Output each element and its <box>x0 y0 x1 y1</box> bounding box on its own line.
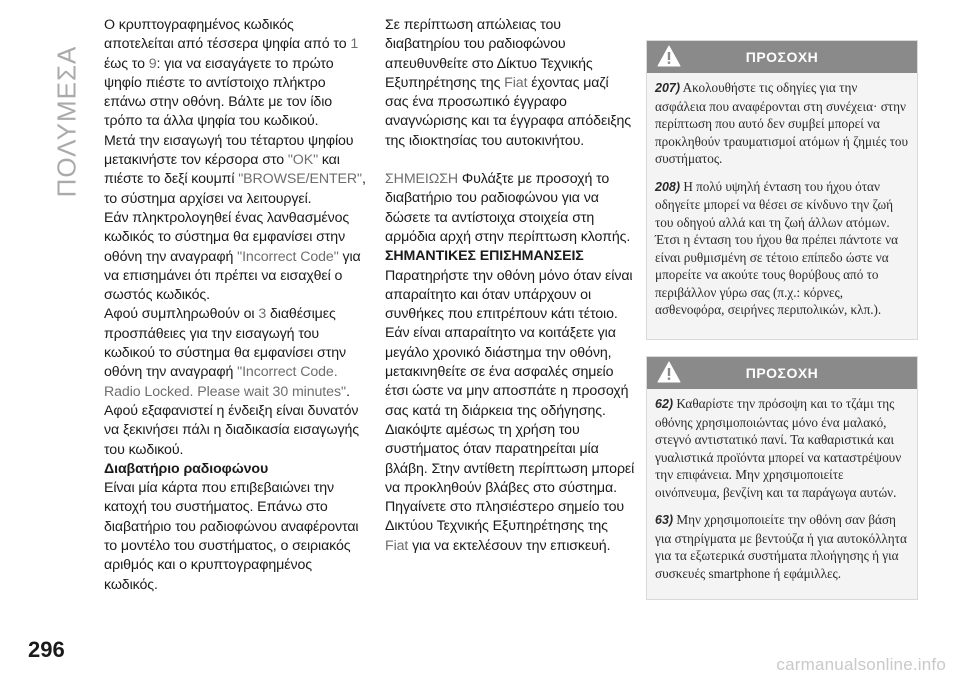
warning-body-2 <box>647 389 917 582</box>
paragraph-screen-observe: Παρατηρήστε την οθόνη μόνο όταν είναι απαραίτητο και όταν υπάρχουν οι συνθήκες που επιτρέπουν κάτι τέτοιο. <box>385 267 633 323</box>
paragraph-wrong-code: Εάν πληκτρολογηθεί ένας λανθασμένος κωδικός το σύστημα θα εμφανίσει στην οθόνη την αναγραφή "Incorrect Code" για να επισημάνει ότι πρέπει να εισαχθεί ο σωστός κωδικός. <box>104 209 361 304</box>
paragraph-radio-passport: Είναι μία κάρτα που επιβεβαιώνει την κατοχή του συστήματος. Επάνω στο διαβατήριο του ραδιοφώνου αναφέρονται το μοντέλο του συστήματος, ο σειριακός αριθμός και ο κρυπτογραφημένος κωδικός. <box>104 480 359 593</box>
warning-title-2: ΠΡΟΣΟΧΗ <box>745 365 819 381</box>
watermark-text: carmanualsonline.info <box>776 655 946 674</box>
spacer <box>385 151 635 170</box>
paragraph-passport-loss: Σε περίπτωση απώλειας του διαβατηρίου του ραδιοφώνου απευθυνθείτε στο Δίκτυο Τεχνικής Εξυπηρέτησης της Fiat έχοντας μαζί σας ένα προσωπικό έγγραφο αναγνώρισης και τα έγγραφα απόδειξης της ιδιοκτησίας του αυτοκινήτου. <box>385 17 632 149</box>
warning-box-2 <box>646 356 918 600</box>
text-column-2 <box>385 16 635 556</box>
page-number: 296 <box>28 637 65 662</box>
warning-item: 208) Η πολύ υψηλή ένταση του ήχου όταν οδηγείτε μπορεί να θέσει σε κίνδυνο την ζωή του οδηγού αλλά και τη ζωή άλλων ατόμων. Έτσι η ένταση του ήχου θα πρέπει πάντοτε να είναι ρυθμισμένη σε τέτοιο επίπεδο ώστε να μπορείτε να ακούτε τους θορύβους από το περιβάλλον γύρω σας (π.χ.: κόρνες, ασθενοφόρα, σειρήνες περιπολικών, κλπ.). <box>655 178 898 317</box>
warning-header-2 <box>647 357 917 389</box>
warning-item: 62) Καθαρίστε την πρόσοψη και το τζάμι της οθόνης χρησιμοποιώντας μόνο ένα μαλακό, στεγνό αντιστατικό πανί. Τα καθαριστικά και γυαλιστικά προϊόντα μπορεί να καταστρέψουν την επιφάνεια. Μην χρησιμοποιείτε οινόπνευμα, βενζίνη και τα παράγωγα αυτών. <box>655 396 902 500</box>
warning-title-1: ΠΡΟΣΟΧΗ <box>745 49 819 65</box>
warning-header-1 <box>647 41 917 73</box>
warning-box-1 <box>646 40 918 340</box>
paragraph-screen-long: Εάν είναι απαραίτητο να κοιτάξετε για μεγάλο χρονικό διάστημα την οθόνη, μετακινηθείτε σε ένα ασφαλές σημείο έτσι ώστε να μην αποσπάτε η προσοχή σας κατά τη διάρκεια της οδήγησης. <box>385 325 629 419</box>
heading-important-notes: ΣΗΜΑΝΤΙΚΕΣ ΕΠΙΣΗΜΑΝΣΕΙΣ <box>385 248 584 265</box>
warning-item: 63) Μην χρησιμοποιείτε την οθόνη σαν βάση για στηρίγματα με βεντούζα ή για αυτοκόλλητα για τα εξωτερικά συστήματα πλοήγησης ή για συσκευές smartphone ή εφάμιλλες. <box>655 512 907 581</box>
section-side-label-text: ΠΟΛΥΜΕΣΑ <box>51 45 82 197</box>
paragraph-code-intro: Ο κρυπτογραφημένος κωδικός αποτελείται από τέσσερα ψηφία από το 1 έως το 9: για να εισαγάγετε το πρώτο ψηφίο πιέστε το αντίστοιχο πλήκτρο επάνω στην οθόνη. Βάλτε με τον ίδιο τρόπο τα άλλα ψηφία του κωδικού. <box>104 17 359 130</box>
text-column-1 <box>104 16 366 595</box>
paragraph-malfunction: Διακόψτε αμέσως τη χρήση του συστήματος όταν παρατηρείται μία βλάβη. Στην αντίθετη περίπτωση μπορεί να προκληθούν βλάβες στο σύστημα. Πηγαίνετε στο πλησιέστερο σημείο του Δικτύου Τεχνικής Εξυπηρέτησης της Fiat για να εκτελέσουν την επισκευή. <box>385 421 635 554</box>
section-side-label <box>52 16 82 226</box>
paragraph-attempts: Αφού συμπληρωθούν οι 3 διαθέσιμες προσπάθειες για την εισαγωγή του κωδικού το σύστημα θα εμφανίσει στην οθόνη την αναγραφή "Incorrect Code. Radio Locked. Please wait 30 minutes''. Αφού εξαφανιστεί η ένδειξη είναι δυνατόν να ξεκινήσει πάλι η διαδικασία εισαγωγής του κωδικού. <box>104 306 360 458</box>
paragraph-note: ΣΗΜΕΙΩΣΗ Φυλάξτε με προσοχή το διαβατήριο του ραδιοφώνου για να δώσετε τα αντίστοιχα στοιχεία στη αρμόδια αρχή στην περίπτωση κλοπής. <box>385 171 631 245</box>
paragraph-after-fourth-digit: Μετά την εισαγωγή του τέταρτου ψηφίου μετακινήστε τον κέρσορα στο "OK" και πιέστε το δεξί κουμπί "BROWSE/ENTER", το σύστημα αρχίσει να λειτουργεί. <box>104 132 366 207</box>
heading-radio-passport: Διαβατήριο ραδιοφώνου <box>104 460 269 477</box>
warning-item: 207) Ακολουθήστε τις οδηγίες για την ασφάλεια που αναφέρονται στη συνέχεια· στην περίπτωση που αυτό δεν συμβεί μπορεί να προκληθούν τραυματισμοί ατόμων ή ζημιές του συστήματος. <box>655 80 909 166</box>
warning-triangle-icon <box>657 361 681 383</box>
warning-triangle-icon <box>657 45 681 67</box>
warning-body-1 <box>647 73 917 319</box>
